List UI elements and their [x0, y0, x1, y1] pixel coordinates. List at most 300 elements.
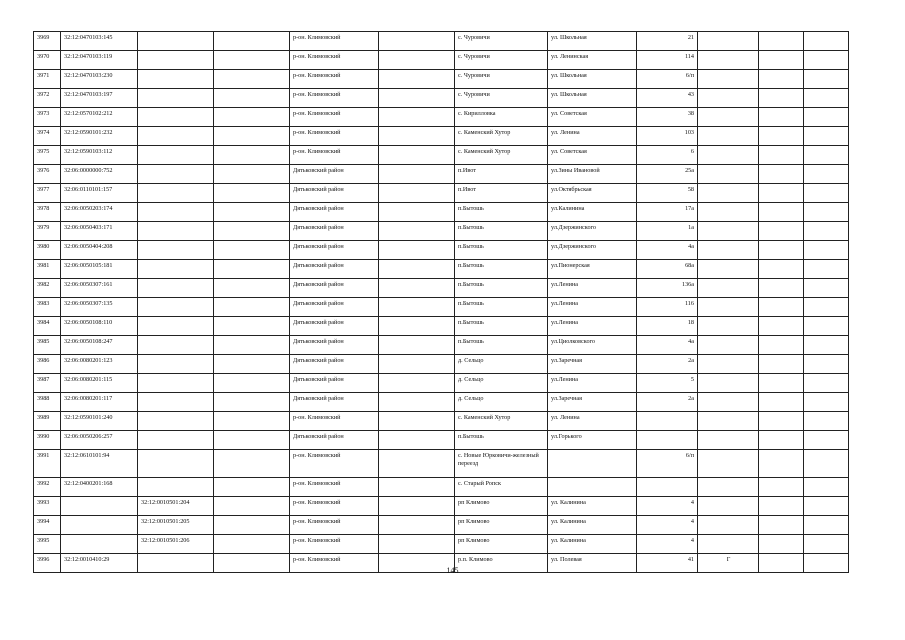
table-row — [34, 450, 849, 478]
empty-cell — [804, 203, 849, 222]
cadastral-number-alt — [138, 374, 214, 393]
settlement: п.Бытошь — [455, 336, 548, 355]
empty-cell — [804, 70, 849, 89]
row-number: 3973 — [34, 108, 61, 127]
house-number: 2а — [637, 393, 698, 412]
empty-cell — [759, 355, 804, 374]
house-number — [637, 478, 698, 497]
district: р-он. Климовский — [290, 478, 379, 497]
cadastral-number: 32:06:0050108:247 — [61, 336, 138, 355]
empty-cell — [804, 393, 849, 412]
cadastral-number: 32:12:0400201:168 — [61, 478, 138, 497]
building-letter — [698, 279, 759, 298]
table-row — [34, 184, 849, 203]
empty-cell — [379, 516, 455, 535]
row-number: 3994 — [34, 516, 61, 535]
cadastral-number: 32:06:0080201:123 — [61, 355, 138, 374]
empty-cell — [804, 478, 849, 497]
row-number: 3993 — [34, 497, 61, 516]
district: Дятьковский район — [290, 393, 379, 412]
street: ул.Ленина — [548, 279, 637, 298]
street: ул.Ленина — [548, 374, 637, 393]
house-number: 4 — [637, 535, 698, 554]
building-letter — [698, 497, 759, 516]
street: ул.Циолковского — [548, 336, 637, 355]
empty-cell — [759, 535, 804, 554]
empty-cell — [379, 497, 455, 516]
house-number: 114 — [637, 51, 698, 70]
street: ул.Дзержинского — [548, 241, 637, 260]
empty-cell — [759, 478, 804, 497]
row-number: 3980 — [34, 241, 61, 260]
building-letter — [698, 51, 759, 70]
table-row — [34, 355, 849, 374]
settlement: с. Каменский Хутор — [455, 412, 548, 431]
empty-cell — [214, 393, 290, 412]
cadastral-number: 32:06:0050105:181 — [61, 260, 138, 279]
cadastral-number-alt — [138, 431, 214, 450]
settlement: п.Бытошь — [455, 431, 548, 450]
empty-cell — [804, 516, 849, 535]
registry-table — [33, 31, 849, 573]
street: ул. Калинина — [548, 516, 637, 535]
empty-cell — [804, 412, 849, 431]
empty-cell — [379, 51, 455, 70]
empty-cell — [214, 184, 290, 203]
cadastral-number-alt — [138, 146, 214, 165]
row-number: 3988 — [34, 393, 61, 412]
empty-cell — [214, 108, 290, 127]
settlement: п.Бытошь — [455, 298, 548, 317]
street: ул. Ленинская — [548, 51, 637, 70]
empty-cell — [214, 89, 290, 108]
house-number — [637, 431, 698, 450]
house-number: 4а — [637, 336, 698, 355]
street: ул. Калинина — [548, 535, 637, 554]
street: ул. Школьная — [548, 89, 637, 108]
empty-cell — [759, 51, 804, 70]
cadastral-number-alt — [138, 279, 214, 298]
empty-cell — [759, 165, 804, 184]
cadastral-number-alt — [138, 241, 214, 260]
cadastral-number: 32:06:0050307:135 — [61, 298, 138, 317]
empty-cell — [379, 355, 455, 374]
row-number: 3985 — [34, 336, 61, 355]
empty-cell — [759, 497, 804, 516]
table-body — [34, 32, 849, 573]
building-letter — [698, 516, 759, 535]
cadastral-number-alt — [138, 317, 214, 336]
row-number: 3969 — [34, 32, 61, 51]
empty-cell — [214, 70, 290, 89]
street: ул.Горького — [548, 431, 637, 450]
street: ул.Заречная — [548, 355, 637, 374]
empty-cell — [759, 260, 804, 279]
district: Дятьковский район — [290, 260, 379, 279]
house-number — [637, 412, 698, 431]
table-row — [34, 108, 849, 127]
empty-cell — [379, 374, 455, 393]
row-number: 3989 — [34, 412, 61, 431]
table-row — [34, 317, 849, 336]
table-row — [34, 260, 849, 279]
district: р-он. Климовский — [290, 535, 379, 554]
district: Дятьковский район — [290, 222, 379, 241]
district: Дятьковский район — [290, 241, 379, 260]
empty-cell — [804, 108, 849, 127]
building-letter — [698, 412, 759, 431]
street: ул.Дзержинского — [548, 222, 637, 241]
cadastral-number-alt: 32:12:0010501:206 — [138, 535, 214, 554]
house-number: 41 — [637, 554, 698, 573]
table-row — [34, 336, 849, 355]
empty-cell — [379, 279, 455, 298]
settlement: р.п. Климово — [455, 554, 548, 573]
cadastral-number: 32:06:0110101:157 — [61, 184, 138, 203]
cadastral-number — [61, 516, 138, 535]
district: Дятьковский район — [290, 165, 379, 184]
empty-cell — [804, 32, 849, 51]
empty-cell — [759, 516, 804, 535]
street: ул. Ленина — [548, 127, 637, 146]
row-number: 3975 — [34, 146, 61, 165]
empty-cell — [804, 298, 849, 317]
empty-cell — [214, 260, 290, 279]
building-letter — [698, 146, 759, 165]
empty-cell — [379, 184, 455, 203]
empty-cell — [214, 355, 290, 374]
settlement: с. Чуровичи — [455, 51, 548, 70]
empty-cell — [214, 336, 290, 355]
house-number: 25а — [637, 165, 698, 184]
empty-cell — [379, 127, 455, 146]
empty-cell — [804, 222, 849, 241]
settlement: с. Каменский Хутор — [455, 127, 548, 146]
district: р-он. Климовский — [290, 89, 379, 108]
empty-cell — [379, 222, 455, 241]
empty-cell — [804, 355, 849, 374]
street: ул.Ленина — [548, 317, 637, 336]
district: Дятьковский район — [290, 336, 379, 355]
empty-cell — [804, 127, 849, 146]
empty-cell — [379, 535, 455, 554]
empty-cell — [214, 298, 290, 317]
empty-cell — [804, 165, 849, 184]
cadastral-number: 32:12:0570102:212 — [61, 108, 138, 127]
cadastral-number-alt — [138, 355, 214, 374]
settlement: п.Ивот — [455, 184, 548, 203]
cadastral-number: 32:12:0470103:197 — [61, 89, 138, 108]
empty-cell — [804, 431, 849, 450]
table-row — [34, 478, 849, 497]
empty-cell — [379, 203, 455, 222]
cadastral-number — [61, 535, 138, 554]
table-row — [34, 127, 849, 146]
row-number: 3977 — [34, 184, 61, 203]
row-number: 3991 — [34, 450, 61, 478]
empty-cell — [804, 450, 849, 478]
row-number: 3981 — [34, 260, 61, 279]
table-row — [34, 203, 849, 222]
empty-cell — [214, 516, 290, 535]
table-row — [34, 222, 849, 241]
cadastral-number-alt — [138, 222, 214, 241]
empty-cell — [379, 478, 455, 497]
settlement: рп Климово — [455, 535, 548, 554]
house-number: 5 — [637, 374, 698, 393]
empty-cell — [804, 336, 849, 355]
empty-cell — [804, 51, 849, 70]
row-number: 3996 — [34, 554, 61, 573]
settlement: п.Бытошь — [455, 203, 548, 222]
settlement: рп Климово — [455, 516, 548, 535]
empty-cell — [804, 89, 849, 108]
cadastral-number-alt — [138, 89, 214, 108]
empty-cell — [759, 108, 804, 127]
empty-cell — [379, 336, 455, 355]
row-number: 3979 — [34, 222, 61, 241]
settlement: с. Чуровичи — [455, 89, 548, 108]
empty-cell — [759, 336, 804, 355]
district: р-он. Климовский — [290, 146, 379, 165]
district: р-он. Климовский — [290, 32, 379, 51]
empty-cell — [379, 241, 455, 260]
settlement: с. Кирилловка — [455, 108, 548, 127]
cadastral-number — [61, 497, 138, 516]
building-letter — [698, 317, 759, 336]
cadastral-number: 32:06:0050403:171 — [61, 222, 138, 241]
house-number: 58 — [637, 184, 698, 203]
district: р-он. Климовский — [290, 450, 379, 478]
cadastral-number: 32:12:0590101:232 — [61, 127, 138, 146]
empty-cell — [214, 127, 290, 146]
table-row — [34, 241, 849, 260]
empty-cell — [214, 51, 290, 70]
row-number: 3970 — [34, 51, 61, 70]
empty-cell — [804, 317, 849, 336]
house-number: 6 — [637, 146, 698, 165]
house-number: 2а — [637, 355, 698, 374]
empty-cell — [804, 535, 849, 554]
house-number: 68а — [637, 260, 698, 279]
building-letter — [698, 184, 759, 203]
row-number: 3984 — [34, 317, 61, 336]
settlement: д. Сельцо — [455, 374, 548, 393]
table-row — [34, 535, 849, 554]
empty-cell — [804, 260, 849, 279]
table-row — [34, 393, 849, 412]
table-row — [34, 32, 849, 51]
table-row — [34, 70, 849, 89]
empty-cell — [759, 127, 804, 146]
cadastral-number: 32:06:0000000:752 — [61, 165, 138, 184]
cadastral-number: 32:06:0080201:117 — [61, 393, 138, 412]
street: ул.Зины Ивановой — [548, 165, 637, 184]
empty-cell — [214, 317, 290, 336]
cadastral-number: 32:12:0470103:230 — [61, 70, 138, 89]
cadastral-number: 32:12:0610101:94 — [61, 450, 138, 478]
row-number: 3978 — [34, 203, 61, 222]
house-number: 6/п — [637, 70, 698, 89]
house-number: 18 — [637, 317, 698, 336]
cadastral-number: 32:06:0050108:110 — [61, 317, 138, 336]
building-letter — [698, 393, 759, 412]
empty-cell — [214, 222, 290, 241]
street: ул. Советская — [548, 108, 637, 127]
empty-cell — [214, 450, 290, 478]
empty-cell — [379, 260, 455, 279]
cadastral-number-alt — [138, 32, 214, 51]
settlement: п.Бытошь — [455, 260, 548, 279]
table-row — [34, 516, 849, 535]
house-number: 4 — [637, 497, 698, 516]
table-row — [34, 146, 849, 165]
empty-cell — [214, 535, 290, 554]
cadastral-number-alt — [138, 127, 214, 146]
settlement: с. Каменский Хутор — [455, 146, 548, 165]
empty-cell — [759, 146, 804, 165]
empty-cell — [759, 184, 804, 203]
district: р-он. Климовский — [290, 497, 379, 516]
table-row — [34, 279, 849, 298]
cadastral-number-alt — [138, 336, 214, 355]
table-row — [34, 497, 849, 516]
building-letter — [698, 32, 759, 51]
cadastral-number-alt — [138, 70, 214, 89]
cadastral-number: 32:12:0590103:112 — [61, 146, 138, 165]
house-number: 116 — [637, 298, 698, 317]
cadastral-number-alt — [138, 393, 214, 412]
building-letter — [698, 431, 759, 450]
district: Дятьковский район — [290, 355, 379, 374]
settlement: п.Бытошь — [455, 241, 548, 260]
table-row — [34, 89, 849, 108]
district: р-он. Климовский — [290, 412, 379, 431]
cadastral-number: 32:06:0050307:161 — [61, 279, 138, 298]
street: ул. Калинина — [548, 497, 637, 516]
row-number: 3986 — [34, 355, 61, 374]
empty-cell — [759, 431, 804, 450]
building-letter — [698, 535, 759, 554]
street: ул. Советская — [548, 146, 637, 165]
empty-cell — [379, 89, 455, 108]
settlement: д. Сельцо — [455, 355, 548, 374]
settlement: п.Бытошь — [455, 317, 548, 336]
district: р-он. Климовский — [290, 51, 379, 70]
building-letter — [698, 374, 759, 393]
row-number: 3983 — [34, 298, 61, 317]
cadastral-number-alt — [138, 298, 214, 317]
empty-cell — [214, 412, 290, 431]
building-letter — [698, 222, 759, 241]
cadastral-number-alt — [138, 51, 214, 70]
row-number: 3995 — [34, 535, 61, 554]
empty-cell — [804, 146, 849, 165]
page-number: 145 — [446, 566, 459, 575]
district: Дятьковский район — [290, 184, 379, 203]
empty-cell — [379, 393, 455, 412]
empty-cell — [759, 203, 804, 222]
settlement: п.Бытошь — [455, 222, 548, 241]
empty-cell — [214, 478, 290, 497]
empty-cell — [759, 412, 804, 431]
district: р-он. Климовский — [290, 516, 379, 535]
empty-cell — [379, 32, 455, 51]
empty-cell — [379, 298, 455, 317]
house-number: 38 — [637, 108, 698, 127]
cadastral-number-alt — [138, 450, 214, 478]
cadastral-number: 32:12:0010410:29 — [61, 554, 138, 573]
street: ул. Школьная — [548, 32, 637, 51]
building-letter — [698, 478, 759, 497]
empty-cell — [379, 165, 455, 184]
cadastral-number: 32:06:0050203:174 — [61, 203, 138, 222]
cadastral-number-alt: 32:12:0010501:204 — [138, 497, 214, 516]
district: Дятьковский район — [290, 431, 379, 450]
district: р-он. Климовский — [290, 127, 379, 146]
street — [548, 450, 637, 478]
cadastral-number: 32:06:0050206:257 — [61, 431, 138, 450]
street: ул.Пионерская — [548, 260, 637, 279]
settlement: рп Климово — [455, 497, 548, 516]
empty-cell — [759, 32, 804, 51]
cadastral-number-alt — [138, 412, 214, 431]
empty-cell — [759, 70, 804, 89]
empty-cell — [759, 298, 804, 317]
cadastral-number-alt — [138, 478, 214, 497]
cadastral-number: 32:12:0470103:119 — [61, 51, 138, 70]
house-number: 6/п — [637, 450, 698, 478]
empty-cell — [379, 146, 455, 165]
empty-cell — [804, 374, 849, 393]
empty-cell — [759, 279, 804, 298]
street: ул.Ленина — [548, 298, 637, 317]
building-letter — [698, 241, 759, 260]
cadastral-number-alt — [138, 108, 214, 127]
table-row — [34, 412, 849, 431]
empty-cell — [759, 222, 804, 241]
house-number: 43 — [637, 89, 698, 108]
empty-cell — [759, 317, 804, 336]
empty-cell — [379, 108, 455, 127]
empty-cell — [214, 165, 290, 184]
district: Дятьковский район — [290, 298, 379, 317]
settlement: п.Бытошь — [455, 279, 548, 298]
house-number: 21 — [637, 32, 698, 51]
empty-cell — [759, 393, 804, 412]
district: р-он. Климовский — [290, 554, 379, 573]
settlement: с. Новые Юрковичи-железный переезд — [455, 450, 548, 478]
district: Дятьковский район — [290, 317, 379, 336]
house-number: 17а — [637, 203, 698, 222]
table-row — [34, 51, 849, 70]
district: р-он. Климовский — [290, 108, 379, 127]
street: ул.Октябрьская — [548, 184, 637, 203]
table-row — [34, 298, 849, 317]
building-letter — [698, 203, 759, 222]
empty-cell — [804, 241, 849, 260]
cadastral-number-alt: 32:12:0010501:205 — [138, 516, 214, 535]
empty-cell — [214, 279, 290, 298]
building-letter — [698, 70, 759, 89]
empty-cell — [379, 412, 455, 431]
cadastral-number: 32:12:0590101:240 — [61, 412, 138, 431]
cadastral-number: 32:06:0050404:208 — [61, 241, 138, 260]
table-row — [34, 165, 849, 184]
district: Дятьковский район — [290, 203, 379, 222]
empty-cell — [214, 203, 290, 222]
street: ул.Заречная — [548, 393, 637, 412]
